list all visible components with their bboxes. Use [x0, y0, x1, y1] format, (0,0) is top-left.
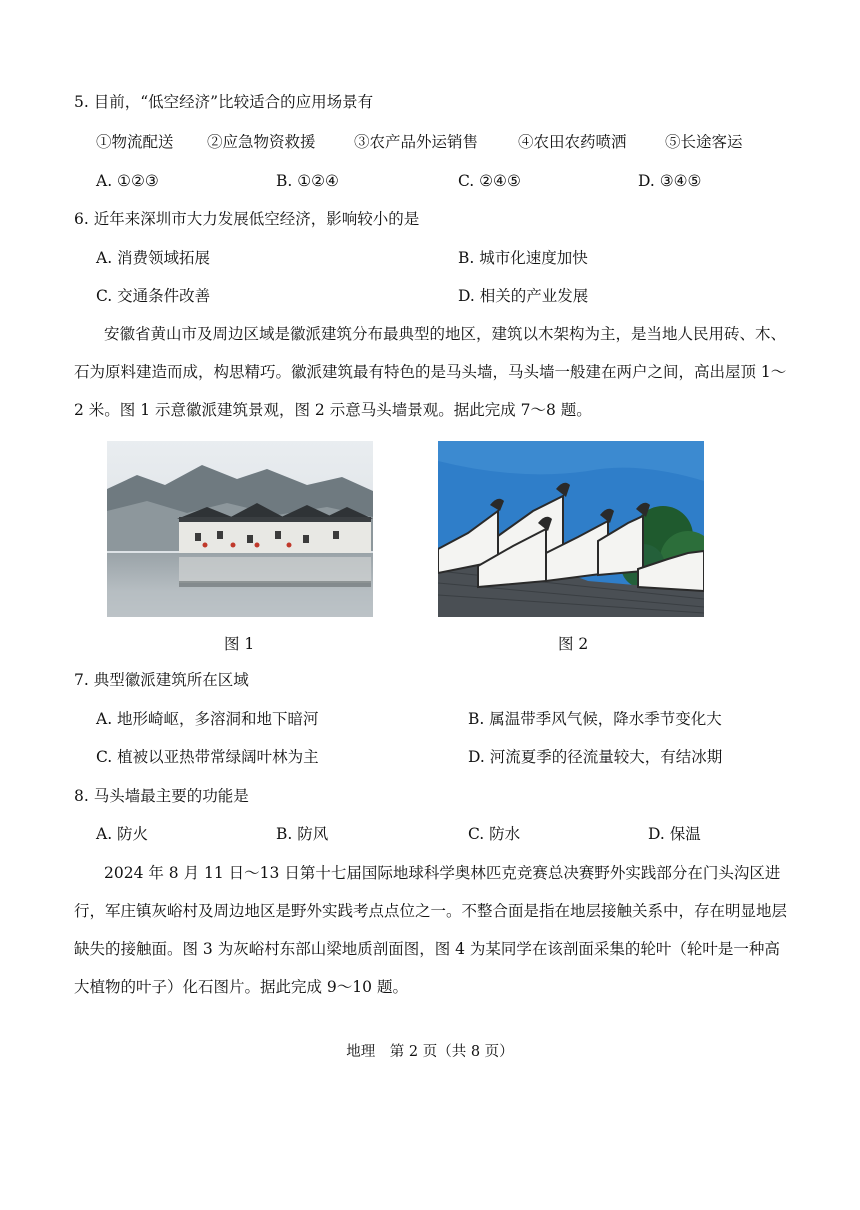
figure-2-horse-head-wall	[438, 441, 704, 617]
q8-stem: 8. 马头墙最主要的功能是	[74, 787, 249, 805]
q8-option-a: A. 防火	[96, 825, 149, 843]
q5-item-1: ①物流配送	[96, 133, 174, 151]
q5-item-3: ③农产品外运销售	[354, 133, 479, 151]
q7-option-b: B. 属温带季风气候，降水季节变化大	[468, 710, 722, 728]
q5-option-c: C. ②④⑤	[458, 172, 521, 190]
q5-item-4: ④农田农药喷洒	[518, 133, 627, 151]
q5-option-a: A. ①②③	[96, 172, 159, 190]
q5-option-d: D. ③④⑤	[638, 172, 702, 190]
q7-option-c: C. 植被以亚热带常绿阔叶林为主	[96, 748, 319, 766]
figure-1-caption: 图 1	[224, 635, 255, 653]
q8-option-c: C. 防水	[468, 825, 521, 843]
q6-option-b: B. 城市化速度加快	[458, 249, 588, 267]
q5-stem: 5. 目前，“低空经济”比较适合的应用场景有	[74, 93, 374, 111]
q8-option-d: D. 保温	[648, 825, 701, 843]
passage-geology: 2024 年 8 月 11 日～13 日第十七届国际地球科学奥林匹克竞赛总决赛野外实践部分在门头沟区进行，军庄镇灰峪村及周边地区是野外实践考点点位之一。不整合面是指在地层接触关系中，存在明显地层缺失的接触面。图 3 为灰峪村东部山梁地质剖面图，图 4 为某同学在该剖面采集的轮叶（轮叶是一种高大植物的叶子）化石图片。据此完成 9～10 题。	[74, 864, 788, 996]
q5-item-5: ⑤长途客运	[665, 133, 743, 151]
q6-option-a: A. 消费领域拓展	[96, 249, 211, 267]
figure-1-huizhou-architecture	[107, 441, 373, 617]
q6-stem: 6. 近年来深圳市大力发展低空经济，影响较小的是	[74, 210, 420, 228]
passage-huizhou: 安徽省黄山市及周边区域是徽派建筑分布最典型的地区，建筑以木架构为主，是当地人民用砖、木、石为原料建造而成，构思精巧。徽派建筑最有特色的是马头墙，马头墙一般建在两户之间，高出屋顶 1～2 米。图 1 示意徽派建筑景观，图 2 示意马头墙景观。据此完成 7～8 题。	[74, 325, 787, 419]
q7-option-d: D. 河流夏季的径流量较大，有结冰期	[468, 748, 723, 766]
q6-option-d: D. 相关的产业发展	[458, 287, 589, 305]
q5-option-b: B. ①②④	[276, 172, 339, 190]
q6-option-c: C. 交通条件改善	[96, 287, 211, 305]
figure-2-caption: 图 2	[558, 635, 589, 653]
q7-option-a: A. 地形崎岖，多溶洞和地下暗河	[96, 710, 319, 728]
page-footer: 地理 第 2 页（共 8 页）	[346, 1044, 514, 1060]
q5-item-2: ②应急物资救援	[207, 133, 316, 151]
q7-stem: 7. 典型徽派建筑所在区域	[74, 671, 249, 689]
q8-option-b: B. 防风	[276, 825, 329, 843]
